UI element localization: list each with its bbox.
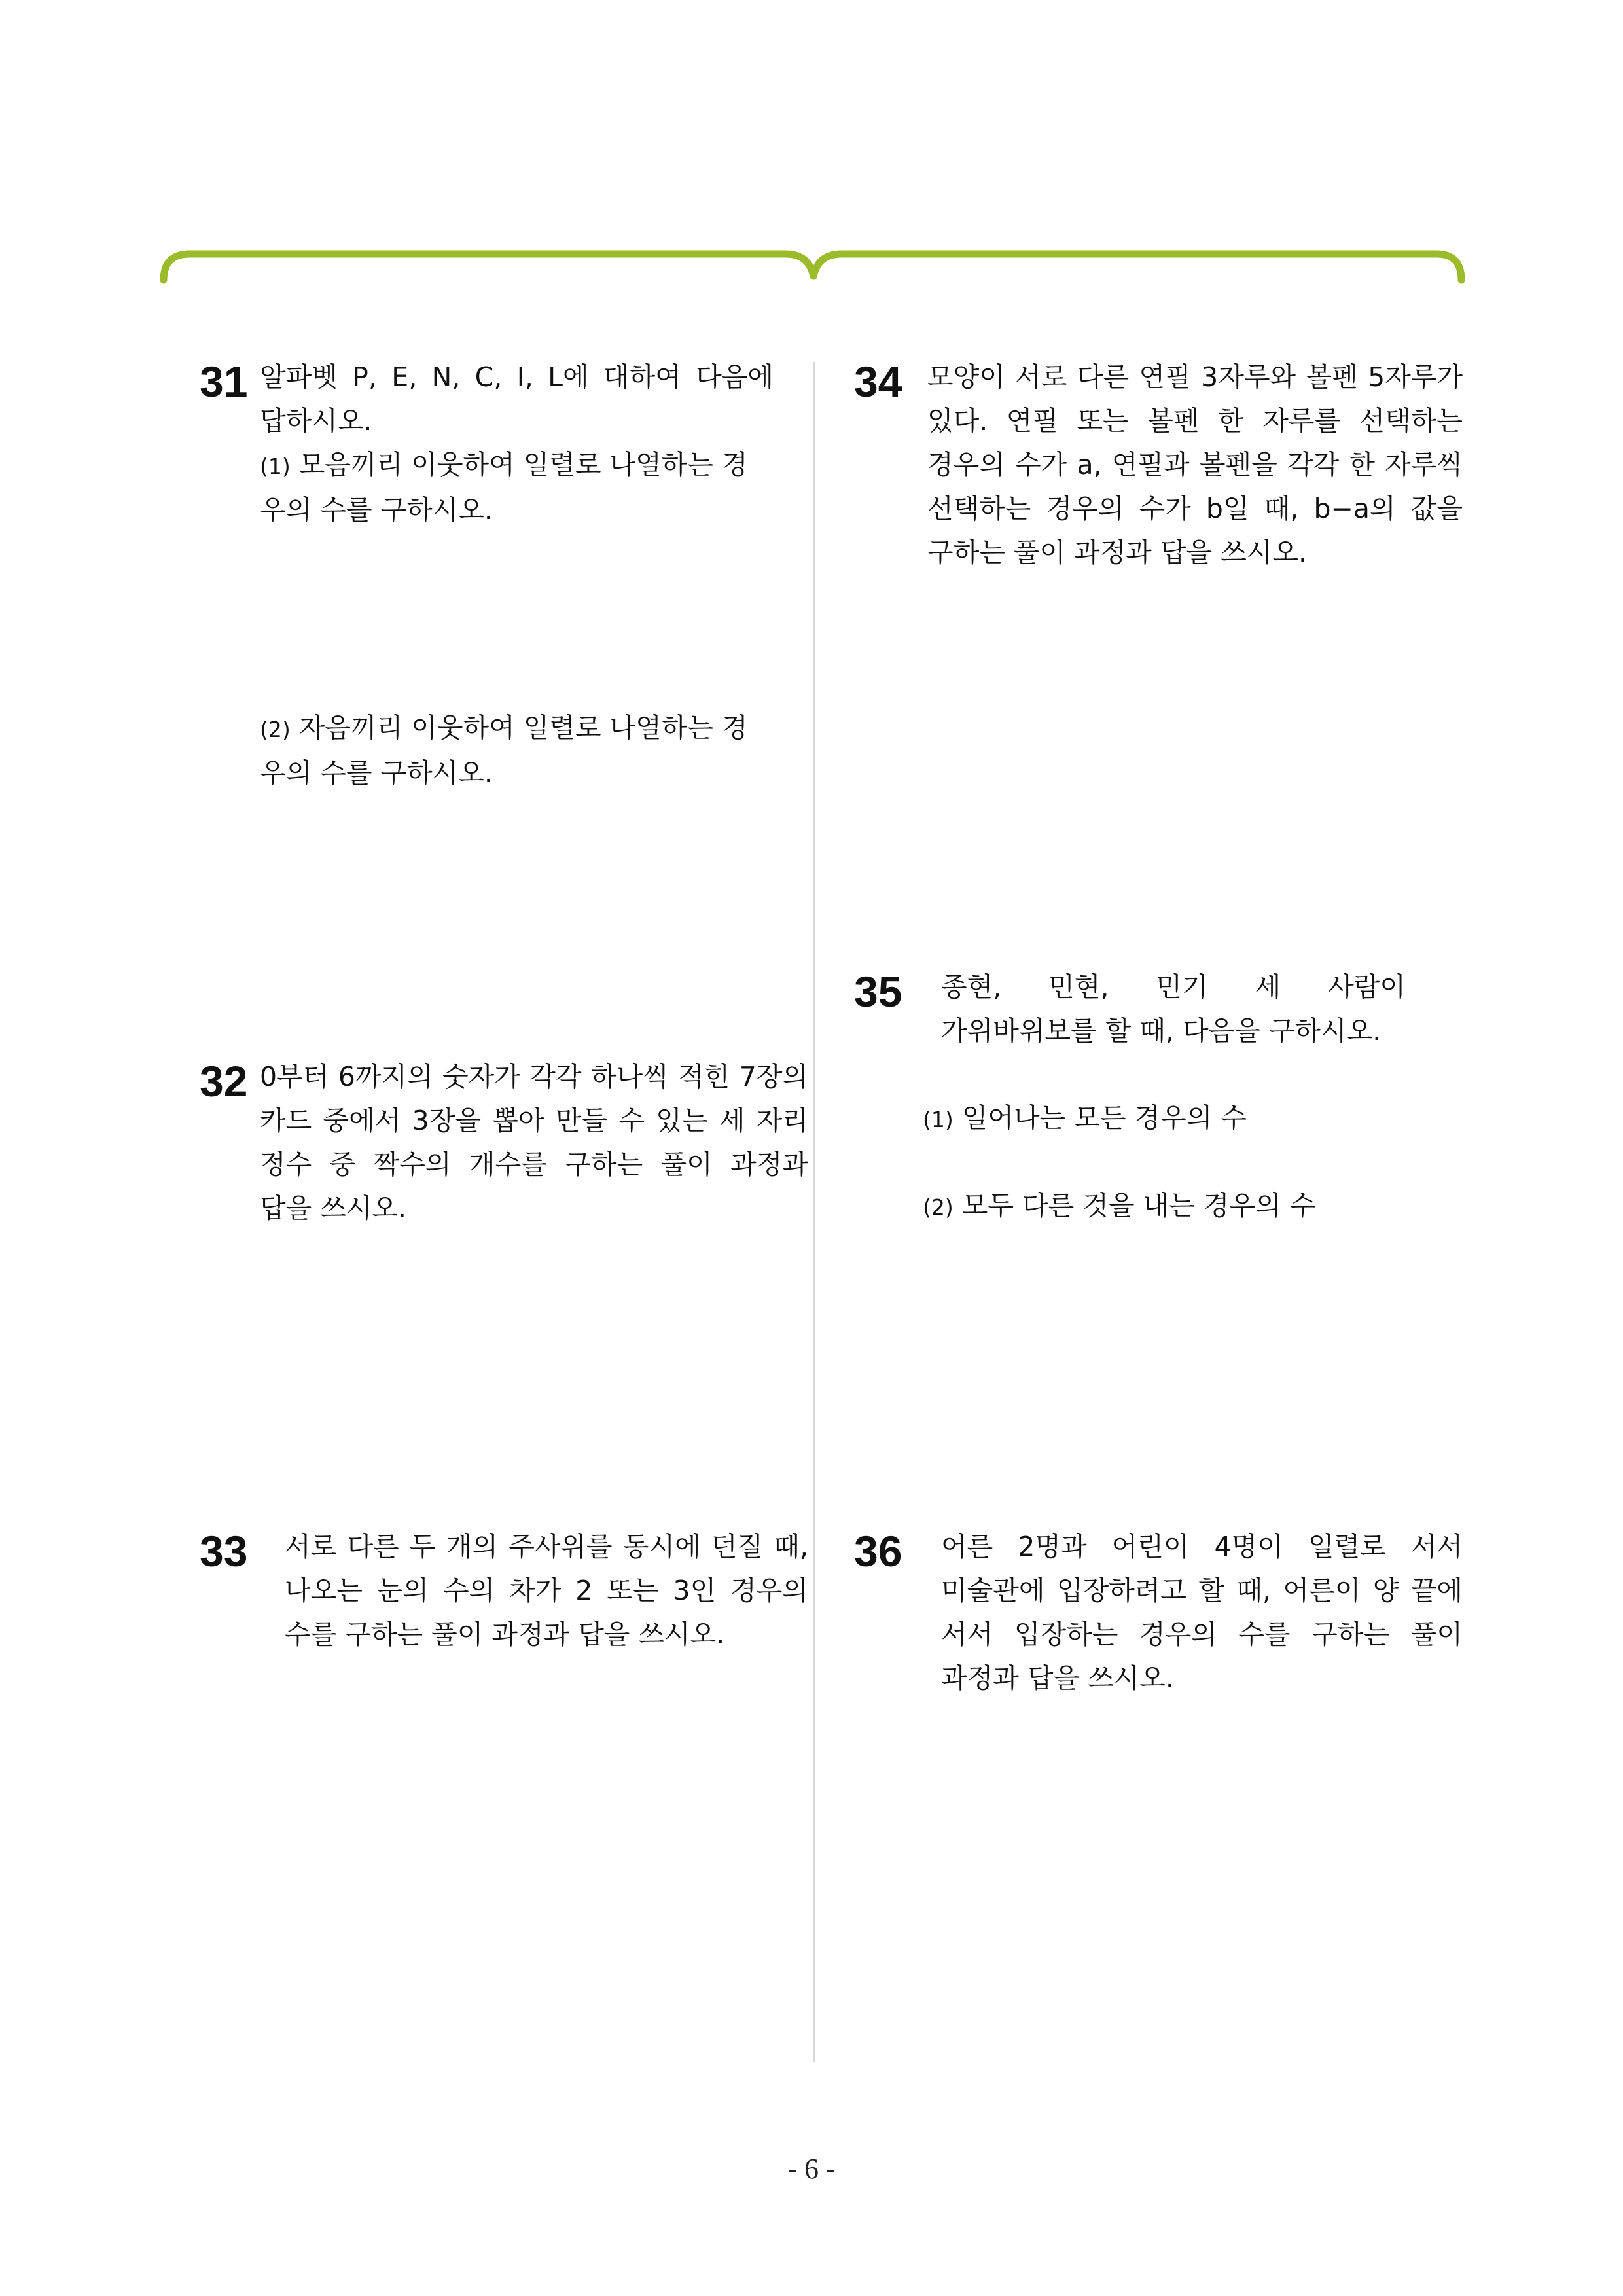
problem-text <box>941 965 1406 1053</box>
problem-text <box>285 1525 808 1657</box>
problem-statement: 종현, 민현, 민기 세 사람이 가위바위보를 할 때, 다음을 구하시오. <box>941 971 1406 1047</box>
page-number: - 6 - <box>787 2153 836 2185</box>
sub-question-2 <box>260 706 774 795</box>
sub-question-text <box>260 443 774 532</box>
problem-number: 33 <box>200 1527 248 1575</box>
problem-text <box>941 1525 1463 1700</box>
sub-question-1 <box>923 1096 1247 1141</box>
header-brace-line <box>164 254 1461 280</box>
problem-statement: 서로 다른 두 개의 주사위를 동시에 던질 때, 나오는 눈의 수의 차가 2 또는 3인 경우의 수를 구하는 풀이 과정과 답을 쓰시오. <box>285 1531 808 1650</box>
sub-question-body: 일어나는 모든 경우의 수 <box>961 1102 1247 1134</box>
problem-number: 31 <box>200 357 248 406</box>
sub-question-label: (2) <box>260 717 291 742</box>
problem-number: 35 <box>854 967 902 1016</box>
problem-text <box>260 355 774 443</box>
sub-question-label: (1) <box>923 1107 954 1132</box>
problem-35 <box>854 965 1469 1227</box>
sub-question-body: 자음끼리 이웃하여 일렬로 나열하는 경우의 수를 구하시오. <box>260 712 748 789</box>
problem-34 <box>854 355 1469 591</box>
sub-question-body: 모음끼리 이웃하여 일렬로 나열하는 경우의 수를 구하시오. <box>260 449 748 526</box>
problem-statement: 어른 2명과 어린이 4명이 일렬로 서서 미술관에 입장하려고 할 때, 어른이 양 끝에 서서 입장하는 경우의 수를 구하는 풀이 과정과 답을 쓰시오. <box>941 1531 1463 1694</box>
header-brace-decoration <box>0 0 1623 301</box>
problem-number: 32 <box>200 1057 248 1105</box>
problem-number: 36 <box>854 1527 902 1575</box>
problem-text <box>260 1055 808 1230</box>
problem-33 <box>200 1525 812 1682</box>
problem-statement: 모양이 서로 다른 연필 3자루와 볼펜 5자루가 있다. 연필 또는 볼펜 한 자루를 선택하는 경우의 수가 a, 연필과 볼펜을 각각 한 자루씩 선택하는 경우의 수가 b일 때, b−a의 값을 구하는 풀이 과정과 답을 쓰시오. <box>927 361 1463 568</box>
problem-31 <box>200 355 808 814</box>
problem-number: 34 <box>854 357 902 406</box>
problem-32 <box>200 1055 812 1251</box>
sub-question-label: (1) <box>260 454 291 479</box>
sub-question-1 <box>260 443 774 532</box>
problem-text <box>927 355 1463 575</box>
column-divider <box>813 362 815 2062</box>
problem-36 <box>854 1525 1469 1721</box>
sub-question-text <box>260 706 774 795</box>
problem-statement: 알파벳 P, E, N, C, I, L에 대하여 다음에 답하시오. <box>260 361 774 437</box>
problem-statement: 0부터 6까지의 숫자가 각각 하나씩 적힌 7장의 카드 중에서 3장을 뽑아 만들 수 있는 세 자리 정수 중 짝수의 개수를 구하는 풀이 과정과 답을 쓰시오. <box>260 1061 808 1224</box>
sub-question-label: (2) <box>923 1194 954 1220</box>
sub-question-2 <box>923 1184 1315 1229</box>
sub-question-body: 모두 다른 것을 내는 경우의 수 <box>961 1190 1316 1221</box>
